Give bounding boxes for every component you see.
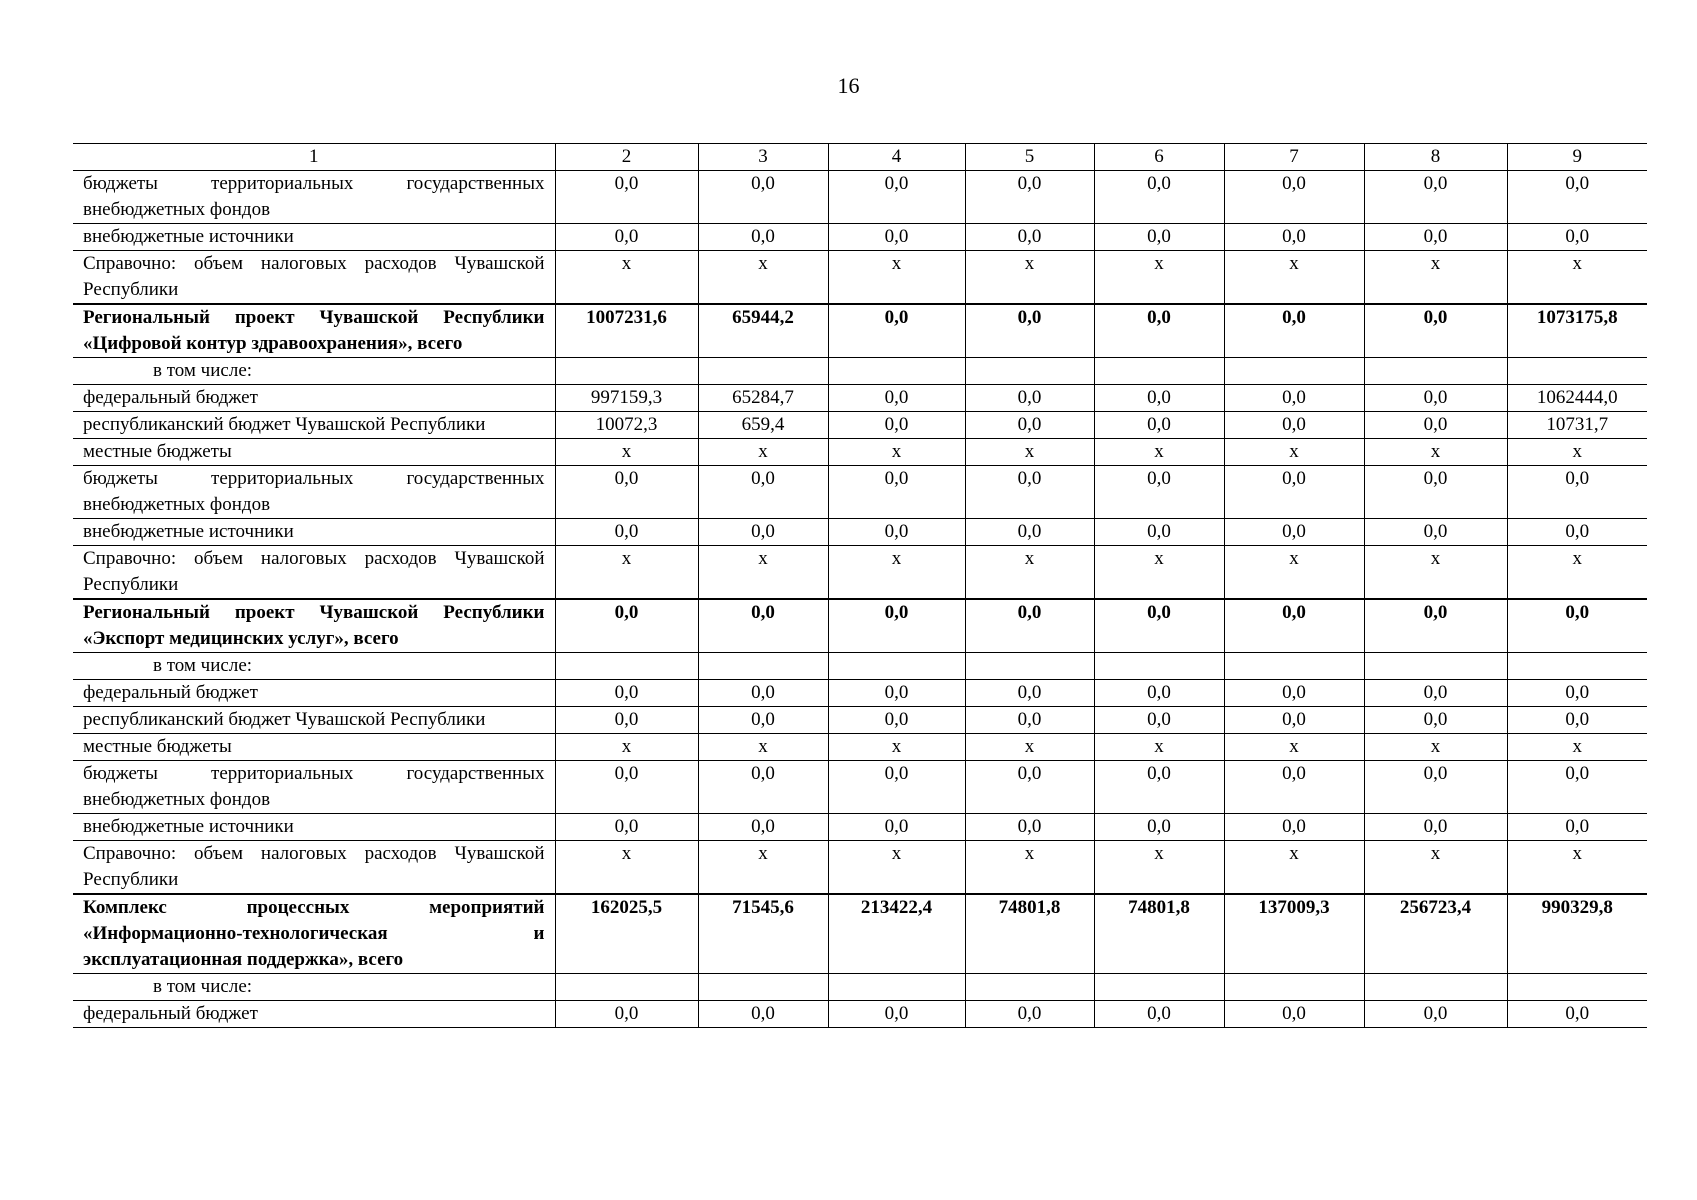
row-value: 65284,7 [698,385,828,412]
row-value: x [1507,841,1647,895]
row-label: местные бюджеты [73,734,555,761]
row-value: x [555,439,698,466]
row-value: 0,0 [698,519,828,546]
row-value: 0,0 [965,171,1094,224]
table-row [73,734,1647,761]
row-value [698,653,828,680]
row-label: в том числе: [73,653,555,680]
row-value: 0,0 [1507,599,1647,653]
table-row [73,171,1647,224]
table-section-row [73,894,1647,974]
row-label: Справочно: объем налоговых расходов Чувашской Республики [73,251,555,305]
row-value: x [1224,546,1364,600]
row-value: 0,0 [828,761,965,814]
row-value: 0,0 [828,707,965,734]
table-row [73,224,1647,251]
row-value: 0,0 [1364,412,1507,439]
row-value: 0,0 [965,519,1094,546]
row-value: 659,4 [698,412,828,439]
row-value: x [828,841,965,895]
row-label: республиканский бюджет Чувашской Республики [73,707,555,734]
row-value: 0,0 [1224,519,1364,546]
column-header: 5 [965,144,1094,171]
row-label: Региональный проект Чувашской Республики «Экспорт медицинских услуг», всего [73,599,555,653]
row-value: 0,0 [1364,707,1507,734]
row-value: x [1224,734,1364,761]
table-row [73,653,1647,680]
row-value: 0,0 [965,680,1094,707]
row-value: 0,0 [1364,519,1507,546]
row-value [1507,358,1647,385]
row-label: внебюджетные источники [73,814,555,841]
row-value [828,974,965,1001]
row-value [1224,358,1364,385]
row-value: x [698,439,828,466]
table-section-row [73,304,1647,358]
row-value: x [555,841,698,895]
row-value: 0,0 [1507,1001,1647,1028]
row-value: x [555,734,698,761]
row-value: 0,0 [828,519,965,546]
row-value: 0,0 [1224,224,1364,251]
row-value [1364,358,1507,385]
row-value: x [698,734,828,761]
row-value: 0,0 [1224,761,1364,814]
table-row [73,466,1647,519]
row-value: 0,0 [965,385,1094,412]
row-value: x [1507,439,1647,466]
row-value: 0,0 [698,761,828,814]
row-value: x [1094,439,1224,466]
row-value: 0,0 [1224,385,1364,412]
row-value: x [555,546,698,600]
row-value: 0,0 [828,814,965,841]
row-value: 0,0 [828,680,965,707]
column-header: 7 [1224,144,1364,171]
table-body [73,144,1647,1028]
budget-table [73,143,1647,1028]
column-number-header-row [73,144,1647,171]
row-value: 0,0 [1507,814,1647,841]
table-row [73,841,1647,895]
row-value: 0,0 [1364,1001,1507,1028]
row-value: 10731,7 [1507,412,1647,439]
row-value: 0,0 [828,412,965,439]
row-value: 0,0 [1507,519,1647,546]
row-value: 0,0 [1364,385,1507,412]
row-value [1364,653,1507,680]
row-value: x [1364,251,1507,305]
row-value [1224,653,1364,680]
row-value: 0,0 [828,599,965,653]
row-value: 990329,8 [1507,894,1647,974]
row-label: республиканский бюджет Чувашской Республики [73,412,555,439]
row-value: 1073175,8 [1507,304,1647,358]
row-value: x [965,546,1094,600]
table-row [73,761,1647,814]
row-value: x [698,251,828,305]
row-value: 0,0 [1224,304,1364,358]
row-value: x [965,251,1094,305]
row-value: 0,0 [1364,171,1507,224]
row-value: 0,0 [555,707,698,734]
table-row [73,519,1647,546]
row-value: x [1094,251,1224,305]
row-value: 0,0 [1507,680,1647,707]
column-header: 6 [1094,144,1224,171]
row-value: 0,0 [1094,1001,1224,1028]
row-value: 0,0 [1224,171,1364,224]
row-value: x [965,439,1094,466]
row-label: Справочно: объем налоговых расходов Чувашской Республики [73,841,555,895]
row-value [965,653,1094,680]
row-value: x [828,734,965,761]
row-value [1507,653,1647,680]
row-value: x [1094,734,1224,761]
row-value: 74801,8 [1094,894,1224,974]
row-value [965,974,1094,1001]
row-value: 0,0 [1364,304,1507,358]
page-number: 16 [837,73,860,98]
row-value: 0,0 [828,1001,965,1028]
table-row [73,251,1647,305]
row-value: 0,0 [698,171,828,224]
row-value: 0,0 [965,1001,1094,1028]
row-value: 0,0 [555,466,698,519]
row-value: 0,0 [1094,519,1224,546]
row-value: 0,0 [1364,224,1507,251]
row-value: 213422,4 [828,894,965,974]
row-value: x [1364,841,1507,895]
table-row [73,974,1647,1001]
row-value: 0,0 [1364,599,1507,653]
row-label: бюджеты территориальных государственных внебюджетных фондов [73,466,555,519]
row-value: 0,0 [965,707,1094,734]
row-value: 0,0 [1094,761,1224,814]
row-value: 162025,5 [555,894,698,974]
row-value [1364,974,1507,1001]
column-header: 9 [1507,144,1647,171]
table-row [73,546,1647,600]
table-row [73,707,1647,734]
row-value: x [1364,439,1507,466]
row-value: 65944,2 [698,304,828,358]
row-value: 0,0 [555,680,698,707]
row-label: Региональный проект Чувашской Республики «Цифровой контур здравоохранения», всего [73,304,555,358]
row-value: 0,0 [1094,707,1224,734]
row-value: 0,0 [555,519,698,546]
row-value: 0,0 [1094,680,1224,707]
row-value: 0,0 [1364,466,1507,519]
row-value: 0,0 [555,224,698,251]
row-value [1094,974,1224,1001]
row-value: 0,0 [1224,1001,1364,1028]
row-label: бюджеты территориальных государственных внебюджетных фондов [73,171,555,224]
row-label: в том числе: [73,358,555,385]
row-value [555,974,698,1001]
row-value: 0,0 [1224,599,1364,653]
row-value [1094,358,1224,385]
row-value: 0,0 [1364,680,1507,707]
row-label: внебюджетные источники [73,519,555,546]
row-value: x [1507,546,1647,600]
row-value: 0,0 [1224,680,1364,707]
row-value: 0,0 [555,814,698,841]
column-header: 4 [828,144,965,171]
row-value: 0,0 [698,707,828,734]
row-value: 0,0 [1094,385,1224,412]
row-label: федеральный бюджет [73,385,555,412]
row-value: 256723,4 [1364,894,1507,974]
column-header: 2 [555,144,698,171]
row-value: 0,0 [1507,707,1647,734]
row-value: x [1507,251,1647,305]
row-value: 0,0 [1224,814,1364,841]
row-value: 0,0 [828,224,965,251]
row-label: внебюджетные источники [73,224,555,251]
row-value: 0,0 [1364,814,1507,841]
row-value: x [1094,546,1224,600]
column-header: 1 [73,144,555,171]
row-value [965,358,1094,385]
row-label: федеральный бюджет [73,1001,555,1028]
row-label: федеральный бюджет [73,680,555,707]
row-value: x [828,546,965,600]
row-value: 0,0 [1094,412,1224,439]
row-value: 0,0 [555,761,698,814]
row-value: x [828,439,965,466]
row-value: 0,0 [698,599,828,653]
row-value: 0,0 [1094,171,1224,224]
row-value [828,653,965,680]
row-value: x [1364,546,1507,600]
row-value: 0,0 [965,224,1094,251]
column-header: 8 [1364,144,1507,171]
row-value: 0,0 [555,1001,698,1028]
row-value: x [1224,251,1364,305]
row-value: 0,0 [1094,466,1224,519]
row-value: x [1364,734,1507,761]
row-value [555,358,698,385]
row-value: 0,0 [1364,761,1507,814]
table-row [73,385,1647,412]
row-value: 0,0 [1094,599,1224,653]
row-value: 71545,6 [698,894,828,974]
row-value: x [698,546,828,600]
row-value: 0,0 [555,599,698,653]
row-value: 0,0 [698,1001,828,1028]
row-value: 0,0 [965,412,1094,439]
row-value: 0,0 [1507,466,1647,519]
row-value: 0,0 [965,761,1094,814]
row-value: 0,0 [828,385,965,412]
row-value [1224,974,1364,1001]
row-value: x [1507,734,1647,761]
row-value: 1007231,6 [555,304,698,358]
table-row [73,680,1647,707]
row-value: 0,0 [1224,412,1364,439]
column-header: 3 [698,144,828,171]
table-row [73,1001,1647,1028]
row-value: x [965,841,1094,895]
row-value [828,358,965,385]
row-value: 0,0 [698,466,828,519]
row-value: 0,0 [965,304,1094,358]
row-value: x [1224,439,1364,466]
table-row [73,412,1647,439]
row-label: Комплекс процессных мероприятий «Информационно-технологическая и эксплуатационная поддержка», всего [73,894,555,974]
row-value: 0,0 [1224,466,1364,519]
row-label: Справочно: объем налоговых расходов Чувашской Республики [73,546,555,600]
table-row [73,358,1647,385]
row-value [1094,653,1224,680]
row-value: 0,0 [965,599,1094,653]
row-value: 0,0 [1507,171,1647,224]
row-value [1507,974,1647,1001]
row-value [555,653,698,680]
row-value: 0,0 [828,171,965,224]
row-label: местные бюджеты [73,439,555,466]
row-value [698,358,828,385]
table-row [73,439,1647,466]
row-value: x [1224,841,1364,895]
row-label: в том числе: [73,974,555,1001]
row-value: 0,0 [698,224,828,251]
row-value: x [555,251,698,305]
row-value: x [965,734,1094,761]
row-value: x [828,251,965,305]
row-value: 0,0 [828,466,965,519]
row-value: 1062444,0 [1507,385,1647,412]
row-value: 0,0 [1094,224,1224,251]
row-value: 0,0 [1507,224,1647,251]
row-value: 0,0 [698,814,828,841]
row-value: 0,0 [1094,304,1224,358]
row-value: 0,0 [828,304,965,358]
row-value: 0,0 [1224,707,1364,734]
row-value: 997159,3 [555,385,698,412]
row-value [698,974,828,1001]
row-value: 137009,3 [1224,894,1364,974]
row-value: 0,0 [965,466,1094,519]
row-value: x [1094,841,1224,895]
row-value: x [698,841,828,895]
table-section-row [73,599,1647,653]
row-value: 10072,3 [555,412,698,439]
row-value: 0,0 [555,171,698,224]
row-value: 74801,8 [965,894,1094,974]
table-row [73,814,1647,841]
row-value: 0,0 [1094,814,1224,841]
row-value: 0,0 [965,814,1094,841]
row-label: бюджеты территориальных государственных внебюджетных фондов [73,761,555,814]
row-value: 0,0 [698,680,828,707]
row-value: 0,0 [1507,761,1647,814]
